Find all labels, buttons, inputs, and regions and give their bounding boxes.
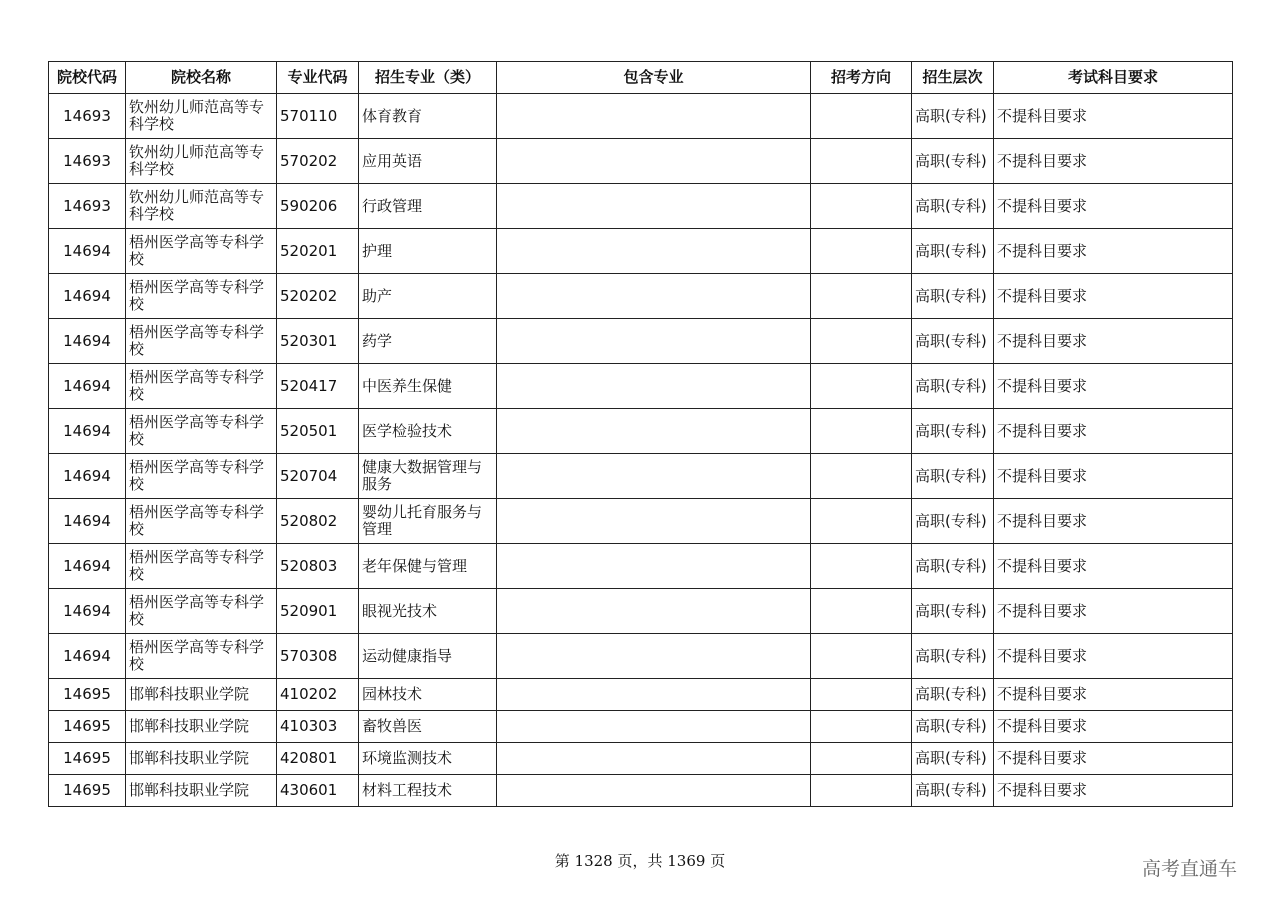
cell-level: 高职(专科) [912,499,994,544]
cell-major: 老年保健与管理 [359,544,497,589]
cell-direction [811,184,912,229]
cell-level: 高职(专科) [912,775,994,807]
cell-included-majors [497,544,811,589]
cell-school-code: 14693 [49,94,126,139]
cell-major: 护理 [359,229,497,274]
cell-major: 医学检验技术 [359,409,497,454]
cell-requirement: 不提科目要求 [994,544,1233,589]
cell-included-majors [497,139,811,184]
cell-school-code: 14693 [49,184,126,229]
cell-school-code: 14694 [49,274,126,319]
cell-major: 运动健康指导 [359,634,497,679]
cell-school-name: 梧州医学高等专科学校 [126,364,277,409]
cell-major: 体育教育 [359,94,497,139]
cell-included-majors [497,775,811,807]
header-requirement: 考试科目要求 [994,62,1233,94]
cell-requirement: 不提科目要求 [994,319,1233,364]
cell-major: 园林技术 [359,679,497,711]
cell-requirement: 不提科目要求 [994,94,1233,139]
cell-included-majors [497,589,811,634]
table-row [49,454,1233,499]
cell-level: 高职(专科) [912,94,994,139]
cell-level: 高职(专科) [912,544,994,589]
cell-major-code: 520301 [277,319,359,364]
cell-major-code: 520202 [277,274,359,319]
cell-included-majors [497,229,811,274]
cell-major-code: 520201 [277,229,359,274]
header-school-name: 院校名称 [126,62,277,94]
cell-requirement: 不提科目要求 [994,711,1233,743]
cell-level: 高职(专科) [912,679,994,711]
table-row [49,409,1233,454]
cell-major: 婴幼儿托育服务与管理 [359,499,497,544]
cell-school-code: 14695 [49,679,126,711]
watermark: 高考直通车 [1142,858,1238,880]
cell-major-code: 520501 [277,409,359,454]
cell-requirement: 不提科目要求 [994,589,1233,634]
table-row [49,499,1233,544]
table-row [49,589,1233,634]
cell-level: 高职(专科) [912,743,994,775]
cell-school-name: 梧州医学高等专科学校 [126,544,277,589]
cell-major: 药学 [359,319,497,364]
cell-requirement: 不提科目要求 [994,634,1233,679]
header-major-code: 专业代码 [277,62,359,94]
cell-level: 高职(专科) [912,319,994,364]
header-level: 招生层次 [912,62,994,94]
cell-requirement: 不提科目要求 [994,499,1233,544]
cell-included-majors [497,711,811,743]
cell-direction [811,544,912,589]
table-row [49,743,1233,775]
cell-direction [811,634,912,679]
cell-included-majors [497,743,811,775]
cell-major-code: 570308 [277,634,359,679]
cell-school-name: 梧州医学高等专科学校 [126,454,277,499]
cell-level: 高职(专科) [912,454,994,499]
cell-major: 应用英语 [359,139,497,184]
cell-school-name: 邯郸科技职业学院 [126,743,277,775]
cell-major-code: 420801 [277,743,359,775]
cell-major-code: 410303 [277,711,359,743]
cell-school-code: 14695 [49,743,126,775]
cell-requirement: 不提科目要求 [994,364,1233,409]
cell-included-majors [497,499,811,544]
cell-requirement: 不提科目要求 [994,229,1233,274]
cell-included-majors [497,409,811,454]
table-row [49,139,1233,184]
cell-school-name: 邯郸科技职业学院 [126,775,277,807]
cell-direction [811,139,912,184]
table-row [49,229,1233,274]
header-major: 招生专业（类） [359,62,497,94]
table-row [49,274,1233,319]
cell-major-code: 520417 [277,364,359,409]
cell-school-code: 14694 [49,589,126,634]
page-number: 第 1328 页，共 1369 页 [554,852,726,870]
cell-school-code: 14695 [49,711,126,743]
header-direction: 招考方向 [811,62,912,94]
cell-school-name: 梧州医学高等专科学校 [126,634,277,679]
table-row [49,319,1233,364]
table-row [49,775,1233,807]
cell-direction [811,409,912,454]
cell-direction [811,364,912,409]
cell-level: 高职(专科) [912,229,994,274]
cell-included-majors [497,634,811,679]
cell-major: 环境监测技术 [359,743,497,775]
cell-major: 材料工程技术 [359,775,497,807]
cell-major-code: 520901 [277,589,359,634]
cell-requirement: 不提科目要求 [994,409,1233,454]
cell-major: 中医养生保健 [359,364,497,409]
cell-level: 高职(专科) [912,409,994,454]
cell-included-majors [497,454,811,499]
header-school-code: 院校代码 [49,62,126,94]
cell-school-name: 钦州幼儿师范高等专科学校 [126,139,277,184]
cell-included-majors [497,319,811,364]
table-row [49,679,1233,711]
cell-school-name: 钦州幼儿师范高等专科学校 [126,94,277,139]
cell-direction [811,743,912,775]
cell-direction [811,274,912,319]
cell-school-name: 梧州医学高等专科学校 [126,319,277,364]
cell-school-name: 邯郸科技职业学院 [126,679,277,711]
cell-requirement: 不提科目要求 [994,184,1233,229]
cell-school-code: 14695 [49,775,126,807]
cell-included-majors [497,679,811,711]
table-row [49,94,1233,139]
cell-direction [811,711,912,743]
table-row [49,634,1233,679]
cell-included-majors [497,364,811,409]
header-row [49,62,1233,94]
cell-major-code: 570110 [277,94,359,139]
cell-major-code: 410202 [277,679,359,711]
cell-major: 健康大数据管理与服务 [359,454,497,499]
cell-level: 高职(专科) [912,274,994,319]
admissions-table [48,61,1233,807]
cell-major-code: 520802 [277,499,359,544]
cell-school-name: 梧州医学高等专科学校 [126,229,277,274]
cell-direction [811,454,912,499]
cell-major-code: 590206 [277,184,359,229]
cell-major: 行政管理 [359,184,497,229]
cell-school-code: 14693 [49,139,126,184]
cell-school-code: 14694 [49,544,126,589]
cell-requirement: 不提科目要求 [994,454,1233,499]
cell-level: 高职(专科) [912,634,994,679]
table-row [49,711,1233,743]
cell-school-name: 梧州医学高等专科学校 [126,589,277,634]
cell-school-code: 14694 [49,364,126,409]
cell-included-majors [497,184,811,229]
cell-school-name: 梧州医学高等专科学校 [126,499,277,544]
cell-direction [811,229,912,274]
cell-direction [811,589,912,634]
cell-major: 眼视光技术 [359,589,497,634]
cell-direction [811,94,912,139]
cell-major: 畜牧兽医 [359,711,497,743]
cell-school-code: 14694 [49,409,126,454]
cell-direction [811,775,912,807]
cell-school-name: 梧州医学高等专科学校 [126,274,277,319]
cell-school-name: 邯郸科技职业学院 [126,711,277,743]
cell-school-name: 钦州幼儿师范高等专科学校 [126,184,277,229]
cell-level: 高职(专科) [912,184,994,229]
cell-direction [811,679,912,711]
cell-requirement: 不提科目要求 [994,679,1233,711]
cell-level: 高职(专科) [912,711,994,743]
cell-direction [811,319,912,364]
cell-included-majors [497,94,811,139]
cell-major-code: 430601 [277,775,359,807]
cell-requirement: 不提科目要求 [994,274,1233,319]
table-row [49,364,1233,409]
header-included-majors: 包含专业 [497,62,811,94]
cell-requirement: 不提科目要求 [994,139,1233,184]
cell-requirement: 不提科目要求 [994,743,1233,775]
cell-school-code: 14694 [49,499,126,544]
cell-direction [811,499,912,544]
cell-major-code: 520803 [277,544,359,589]
table-row [49,184,1233,229]
cell-school-code: 14694 [49,229,126,274]
cell-school-code: 14694 [49,319,126,364]
cell-major: 助产 [359,274,497,319]
cell-level: 高职(专科) [912,139,994,184]
cell-major-code: 520704 [277,454,359,499]
cell-school-code: 14694 [49,454,126,499]
cell-requirement: 不提科目要求 [994,775,1233,807]
cell-level: 高职(专科) [912,589,994,634]
cell-major-code: 570202 [277,139,359,184]
cell-included-majors [497,274,811,319]
cell-level: 高职(专科) [912,364,994,409]
table-row [49,544,1233,589]
cell-school-code: 14694 [49,634,126,679]
cell-school-name: 梧州医学高等专科学校 [126,409,277,454]
